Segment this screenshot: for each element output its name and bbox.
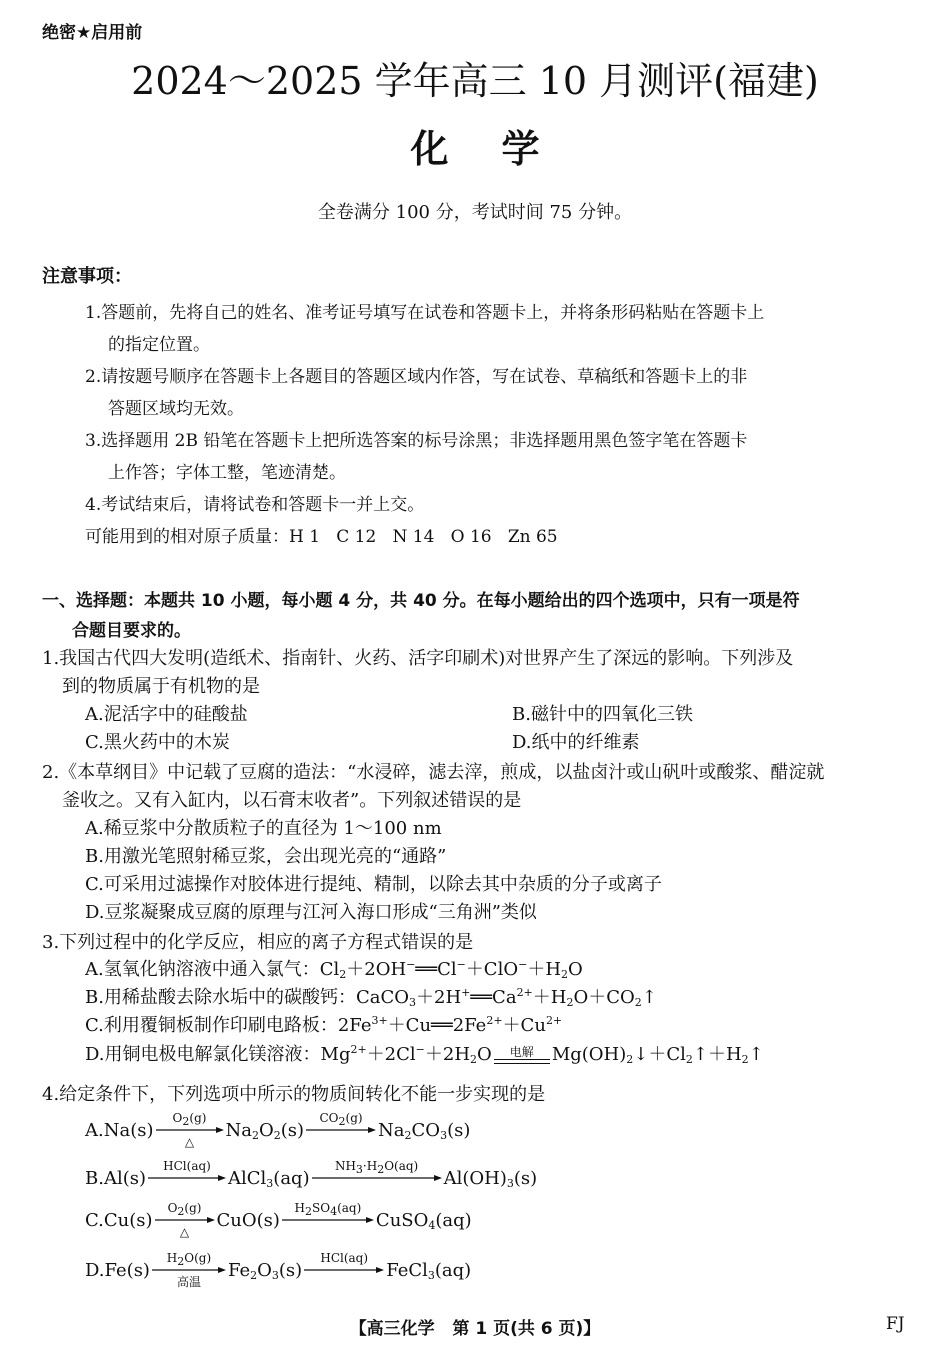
q1-option-b: B.磁针中的四氧化三铁	[512, 704, 693, 725]
note-4-line1: 4.考试结束后，请将试卷和答题卡一并上交。	[85, 495, 425, 515]
q4-option-a: A. Na(s) $O_2(g)$ △ $Na_2O_2(s)$ $CO_2(g)$ $Na_2CO_3(s)$	[85, 1111, 471, 1149]
q4-option-d-label: D.	[85, 1259, 105, 1281]
right-arrow-icon	[148, 1173, 226, 1183]
right-arrow-icon	[155, 1215, 215, 1225]
q3-option-a-equation: $Cl_2+2OH^-══Cl^-+ClO^-+H_2O$	[319, 958, 583, 981]
q3-option-b-text: B.用稀盐酸去除水垢中的碳酸钙：	[85, 987, 356, 1008]
section1-heading-line2: 合题目要求的。	[72, 621, 191, 641]
section1-heading-line1: 一、选择题：本题共 10 小题，每小题 4 分，共 40 分。在每小题给出的四个选项中，只有一项是符	[42, 591, 800, 611]
q1-option-a: A.泥活字中的硅酸盐	[85, 704, 248, 725]
reaction-arrow: HCl(aq)	[304, 1251, 384, 1289]
secret-label: 绝密★启用前	[42, 23, 143, 43]
q2-option-c: C.可采用过滤操作对胶体进行提纯、精制，以除去其中杂质的分子或离子	[85, 874, 662, 895]
q4-option-c: C. Cu(s) $O_2(g)$ △ CuO(s) $H_2SO_4(aq)$ CuSO$_4$(aq)	[85, 1201, 472, 1239]
q4-option-b-label: B.	[85, 1167, 104, 1189]
q2-option-d: D.豆浆凝聚成豆腐的原理与江河入海口形成“三角洲”类似	[85, 902, 537, 923]
reaction-arrow: $CO_2(g)$	[306, 1111, 376, 1149]
page-footer: 【高三化学 第 1 页(共 6 页)】	[349, 1319, 601, 1339]
subject-title: 化 学	[410, 127, 540, 171]
q3-option-d-equation: $Mg^{2+}+2Cl^-+2H_2O$ 电解 $Mg(OH)_2↓+Cl_2↑+H_2↑$	[320, 1043, 764, 1066]
note-3-line2: 上作答；字体工整，笔迹清楚。	[108, 463, 346, 483]
q1-option-c: C.黑火药中的木炭	[85, 732, 230, 753]
heat-symbol: △	[184, 1135, 195, 1149]
electrolysis-equals	[492, 1046, 552, 1064]
notes-heading: 注意事项：	[42, 266, 132, 287]
right-arrow-icon	[156, 1125, 224, 1135]
footer-code: FJ	[886, 1314, 905, 1334]
reaction-arrow: $O_2(g)$ △	[155, 1201, 215, 1239]
note-1-line1: 1.答题前，先将自己的姓名、准考证号填写在试卷和答题卡上，并将条形码粘贴在答题卡上	[85, 303, 765, 323]
atomic-masses: 可能用到的相对原子质量：H 1 C 12 N 14 O 16 Zn 65	[85, 527, 558, 547]
reaction-arrow: $NH_3\cdot H_2O(aq)$	[312, 1159, 442, 1197]
right-arrow-icon	[282, 1215, 374, 1225]
note-2-line1: 2.请按题号顺序在答题卡上各题目的答题区域内作答，写在试卷、草稿纸和答题卡上的非	[85, 367, 748, 387]
q4-option-d: D. Fe(s) $H_2O(g)$ 高温 $Fe_2O_3(s)$ HCl(aq) FeCl$_3$(aq)	[85, 1251, 472, 1289]
q4-stem: 4.给定条件下，下列选项中所示的物质间转化不能一步实现的是	[42, 1084, 546, 1105]
q2-option-b: B.用激光笔照射稀豆浆，会出现光亮的“通路”	[85, 846, 447, 867]
q1-option-d: D.纸中的纤维素	[512, 732, 640, 753]
reaction-arrow: $H_2SO_4(aq)$	[282, 1201, 374, 1239]
q3-option-d-text: D.用铜电极电解氯化镁溶液：	[85, 1044, 321, 1065]
note-2-line2: 答题区域均无效。	[108, 399, 244, 419]
q3-option-b-equation: $CaCO_3+2H^+══Ca^{2+}+H_2O+CO_2↑$	[355, 986, 657, 1009]
q4-option-a-label: A.	[85, 1119, 104, 1141]
q3-option-a-text: A.氢氧化钠溶液中通入氯气：	[85, 959, 320, 980]
reaction-arrow: $H_2O(g)$ 高温	[152, 1251, 226, 1289]
q3-option-d	[85, 1040, 764, 1066]
exam-info: 全卷满分 100 分，考试时间 75 分钟。	[317, 202, 633, 223]
heat-symbol: △	[179, 1225, 190, 1239]
q3-stem: 3.下列过程中的化学反应，相应的离子方程式错误的是	[42, 932, 474, 953]
q1-line2: 到的物质属于有机物的是	[62, 676, 260, 697]
electrolysis-condition: 电解	[509, 1045, 534, 1059]
q3-option-b	[85, 983, 657, 1009]
high-temp-condition: 高温	[176, 1275, 201, 1289]
q2-line1: 2.《本草纲目》中记载了豆腐的造法：“水浸碎，滤去滓，煎成，以盐卤汁或山矾叶或酸浆、醋淀就	[42, 762, 825, 783]
right-arrow-icon	[304, 1265, 384, 1275]
q3-option-a	[85, 955, 583, 981]
exam-title: 2024～2025 学年高三 10 月测评(福建)	[131, 59, 819, 103]
q3-option-c-equation: $2Fe^{3+}+Cu══2Fe^{2+}+Cu^{2+}$	[337, 1014, 563, 1036]
q3-option-c	[85, 1011, 562, 1037]
q2-option-a: A.稀豆浆中分散质粒子的直径为 1～100 nm	[85, 818, 442, 839]
q4-option-c-label: C.	[85, 1209, 104, 1231]
reaction-arrow: $O_2(g)$ △	[156, 1111, 224, 1149]
q3-option-c-text: C.利用覆铜板制作印刷电路板：	[85, 1015, 338, 1036]
q4-option-b: B. Al(s) HCl(aq) AlCl$_3$(aq) $NH_3\cdot H_2O(aq)$ $Al(OH)_3(s)$	[85, 1156, 537, 1200]
note-1-line2: 的指定位置。	[108, 335, 210, 355]
right-arrow-icon	[152, 1265, 226, 1275]
reaction-arrow: HCl(aq)	[148, 1159, 226, 1197]
q1-line1: 1.我国古代四大发明(造纸术、指南针、火药、活字印刷术)对世界产生了深远的影响。下列涉及	[42, 648, 794, 669]
q2-line2: 釜收之。又有入缸内，以石膏末收者”。下列叙述错误的是	[62, 790, 522, 811]
note-3-line1: 3.选择题用 2B 铅笔在答题卡上把所选答案的标号涂黑；非选择题用黑色签字笔在答题卡	[85, 431, 748, 451]
